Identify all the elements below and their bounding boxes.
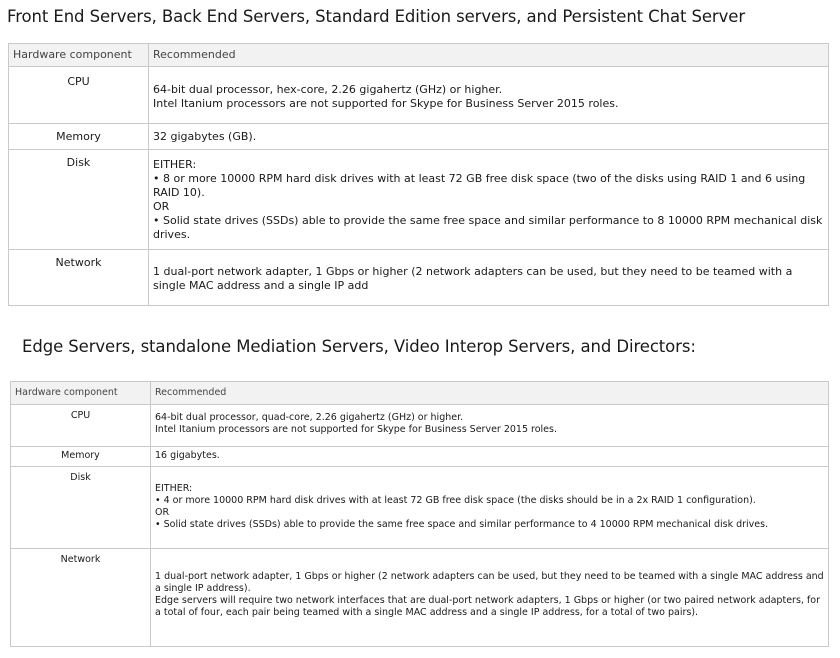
header-hardware-component: Hardware component	[9, 44, 149, 67]
component-memory: Memory	[9, 124, 149, 150]
table-row	[9, 67, 829, 124]
table-header-row	[9, 44, 829, 67]
recommended-network: 1 dual-port network adapter, 1 Gbps or higher (2 network adapters can be used, but they need to be teamed with a single MAC address and a single IP add	[149, 250, 829, 306]
table-header-row	[11, 382, 829, 405]
component-network: Network	[9, 250, 149, 306]
table-row	[11, 447, 829, 467]
table-row	[9, 124, 829, 150]
recommended-disk: EITHER: • 4 or more 10000 RPM hard disk drives with at least 72 GB free disk space (the disks should be in a 2x RAID 1 configuration). OR • Solid state drives (SSDs) able to provide the same free space and similar performance to 4 10000 RPM mechanical disk drives.	[151, 467, 829, 549]
table-row	[9, 150, 829, 250]
recommended-memory: 16 gigabytes.	[151, 447, 829, 467]
recommended-cpu: 64-bit dual processor, quad-core, 2.26 gigahertz (GHz) or higher. Intel Itanium processors are not supported for Skype for Business Server 2015 roles.	[151, 405, 829, 447]
section1-title: Front End Servers, Back End Servers, Standard Edition servers, and Persistent Chat Server	[7, 7, 745, 26]
header-hardware-component: Hardware component	[11, 382, 151, 405]
recommended-disk: EITHER: • 8 or more 10000 RPM hard disk drives with at least 72 GB free disk space (two of the disks using RAID 1 and 6 using RAID 10). OR • Solid state drives (SSDs) able to provide the same free space and similar performance to 8 10000 RPM mechanical disk drives.	[149, 150, 829, 250]
recommended-memory: 32 gigabytes (GB).	[149, 124, 829, 150]
table-row	[11, 405, 829, 447]
component-disk: Disk	[11, 467, 151, 549]
component-network: Network	[11, 549, 151, 647]
recommended-network: 1 dual-port network adapter, 1 Gbps or higher (2 network adapters can be used, but they need to be teamed with a single MAC address and a single IP address). Edge servers will require two network interfaces that are dual-port network adapters, 1 Gbps or higher (or two paired network adapters, for a total of four, each pair being teamed with a single MAC address and a single IP address, for a total of two pairs).	[151, 549, 829, 647]
section2-title: Edge Servers, standalone Mediation Servers, Video Interop Servers, and Directors:	[22, 337, 696, 356]
front-end-hardware-table	[8, 43, 829, 306]
table-row	[11, 467, 829, 549]
component-cpu: CPU	[11, 405, 151, 447]
component-memory: Memory	[11, 447, 151, 467]
recommended-cpu: 64-bit dual processor, hex-core, 2.26 gigahertz (GHz) or higher. Intel Itanium processors are not supported for Skype for Business Server 2015 roles.	[149, 67, 829, 124]
table-row	[9, 250, 829, 306]
header-recommended: Recommended	[151, 382, 829, 405]
table-row	[11, 549, 829, 647]
edge-hardware-table	[10, 381, 829, 647]
component-cpu: CPU	[9, 67, 149, 124]
header-recommended: Recommended	[149, 44, 829, 67]
component-disk: Disk	[9, 150, 149, 250]
